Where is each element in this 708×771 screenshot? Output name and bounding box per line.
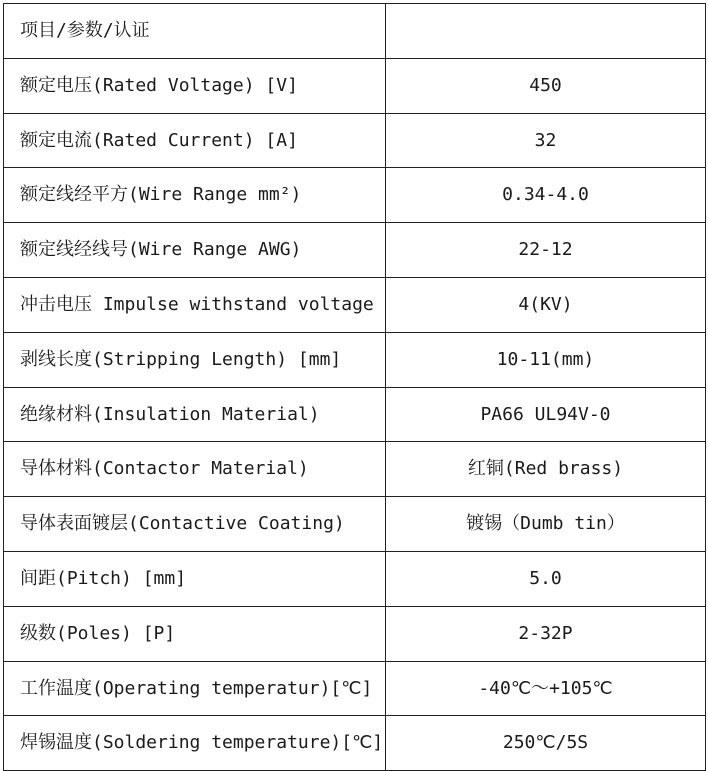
parameter-cell: 额定电流(Rated Current) [A]: [4, 113, 386, 168]
parameter-cell: 额定电压(Rated Voltage) [V]: [4, 58, 386, 113]
parameter-cell: 额定线经平方(Wire Range mm²): [4, 168, 386, 223]
parameter-cell: 间距(Pitch) [mm]: [4, 551, 386, 606]
value-cell: 32: [386, 113, 706, 168]
header-value-cell: [386, 4, 706, 59]
value-cell: 22-12: [386, 223, 706, 278]
parameter-cell: 绝缘材料(Insulation Material): [4, 387, 386, 442]
table-row: [4, 113, 706, 168]
parameter-cell: 剥线长度(Stripping Length) [mm]: [4, 332, 386, 387]
table-row: [4, 168, 706, 223]
table-row: [4, 442, 706, 497]
value-cell: 5.0: [386, 551, 706, 606]
value-cell: 250℃/5S: [386, 716, 706, 771]
value-cell: 10-11(mm): [386, 332, 706, 387]
spec-table: [3, 3, 706, 771]
header-parameter-cell: 项目/参数/认证: [4, 4, 386, 59]
value-cell: 450: [386, 58, 706, 113]
value-cell: 红铜(Red brass): [386, 442, 706, 497]
table-row: [4, 551, 706, 606]
value-cell: 2-32P: [386, 606, 706, 661]
value-cell: 4(KV): [386, 277, 706, 332]
table-row: [4, 661, 706, 716]
parameter-cell: 额定线经线号(Wire Range AWG): [4, 223, 386, 278]
table-header-row: [4, 4, 706, 59]
parameter-cell: 导体材料(Contactor Material): [4, 442, 386, 497]
parameter-cell: 导体表面镀层(Contactive Coating): [4, 497, 386, 552]
value-cell: -40℃～+105℃: [386, 661, 706, 716]
value-cell: 镀锡（Dumb tin）: [386, 497, 706, 552]
table-row: [4, 387, 706, 442]
table-row: [4, 277, 706, 332]
parameter-cell: 工作温度(Operating temperatur)[℃]: [4, 661, 386, 716]
table-row: [4, 332, 706, 387]
table-row: [4, 716, 706, 771]
table-row: [4, 606, 706, 661]
value-cell: 0.34-4.0: [386, 168, 706, 223]
parameter-cell: 焊锡温度(Soldering temperature)[℃]: [4, 716, 386, 771]
parameter-cell: 冲击电压 Impulse withstand voltage: [4, 277, 386, 332]
value-cell: PA66 UL94V-0: [386, 387, 706, 442]
parameter-cell: 级数(Poles) [P]: [4, 606, 386, 661]
table-row: [4, 497, 706, 552]
table-row: [4, 58, 706, 113]
table-row: [4, 223, 706, 278]
